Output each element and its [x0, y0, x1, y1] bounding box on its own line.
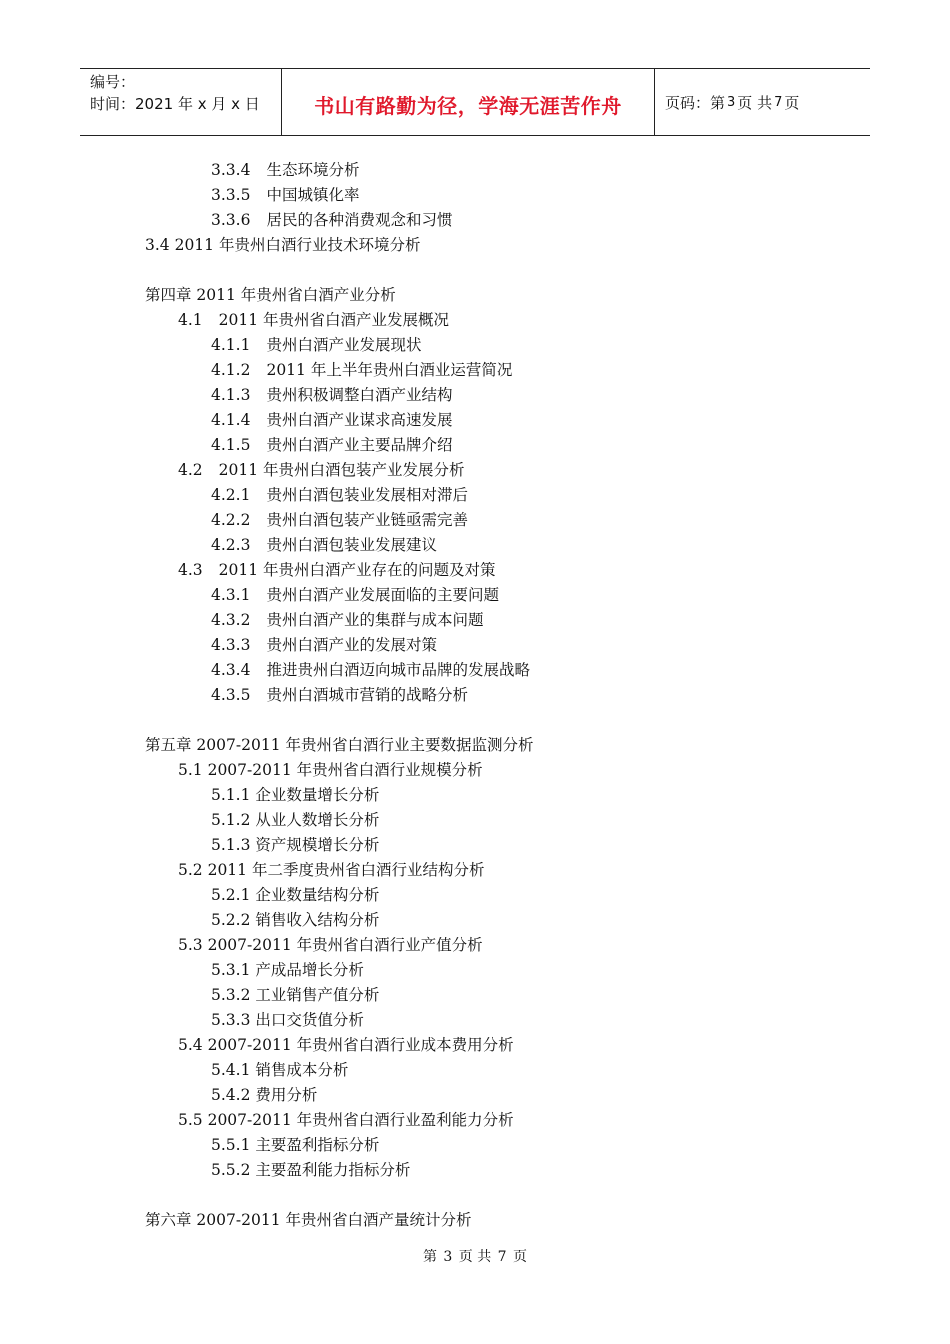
- toc-spacer: [0, 708, 950, 733]
- toc-entry: [0, 908, 950, 933]
- toc-entry-text: 5.1 2007-2011 年贵州省白酒行业规模分析: [178, 761, 483, 779]
- toc-entry-text: 5.2.2 销售收入结构分析: [211, 911, 380, 929]
- toc-entry-number: 3.3.5: [211, 186, 251, 204]
- toc-entry-text: 第四章 2011 年贵州省白酒产业分析: [145, 286, 396, 304]
- header-motto-cell: [282, 69, 655, 135]
- toc-entry: [0, 1033, 950, 1058]
- toc-entry: [0, 858, 950, 883]
- toc-entry: [0, 458, 950, 483]
- page-current: 3: [727, 94, 736, 110]
- toc-entry: [0, 433, 950, 458]
- toc-entry-number: 4.1.2: [211, 361, 251, 379]
- toc-entry: [0, 1058, 950, 1083]
- toc-entry-text: 5.4 2007-2011 年贵州省白酒行业成本费用分析: [178, 1036, 514, 1054]
- toc-entry-text: 贵州白酒产业的发展对策: [266, 636, 437, 654]
- toc-entry-text: 5.4.2 费用分析: [211, 1086, 318, 1104]
- toc-entry-text: 贵州白酒产业主要品牌介绍: [266, 436, 453, 454]
- toc-entry: [0, 408, 950, 433]
- footer-current: 3: [443, 1249, 453, 1265]
- footer-mid: 页 共: [458, 1249, 492, 1265]
- toc-entry-number: 4.2.3: [211, 536, 251, 554]
- toc-entry: [0, 483, 950, 508]
- toc-entry: [0, 383, 950, 408]
- toc-entry-text: 2011 年贵州白酒产业存在的问题及对策: [218, 561, 496, 579]
- page-prefix: 页码：第: [665, 93, 726, 112]
- toc-entry-text: 贵州白酒包装业发展建议: [266, 536, 437, 554]
- toc-entry-text: 贵州积极调整白酒产业结构: [266, 386, 453, 404]
- toc-entry-number: 4.2: [178, 461, 203, 479]
- toc-entry-number: 4.3.1: [211, 586, 251, 604]
- toc-entry-text: 贵州白酒城市营销的战略分析: [266, 686, 468, 704]
- toc-entry-text: 5.3.2 工业销售产值分析: [211, 986, 380, 1004]
- toc-entry: [0, 233, 950, 258]
- toc-entry: [0, 983, 950, 1008]
- toc-entry-number: 3.3.6: [211, 211, 251, 229]
- toc-entry: [0, 358, 950, 383]
- toc-entry: [0, 583, 950, 608]
- page-total: 7: [774, 94, 783, 110]
- toc-entry-number: 4.3.2: [211, 611, 251, 629]
- toc-entry-text: 生态环境分析: [266, 161, 360, 179]
- toc-entry-number: 4.2.2: [211, 511, 251, 529]
- toc-entry-text: 第五章 2007-2011 年贵州省白酒行业主要数据监测分析: [145, 736, 534, 754]
- page-suffix: 页: [784, 93, 800, 112]
- toc-entry-number: 4.3.4: [211, 661, 251, 679]
- toc-entry-text: 2011 年上半年贵州白酒业运营简况: [266, 361, 513, 379]
- toc-entry-text: 5.5.1 主要盈利指标分析: [211, 1136, 380, 1154]
- header-meta: [80, 69, 282, 135]
- toc-entry: [0, 683, 950, 708]
- document-date-label: 时间：2021 年 x 月 x 日: [90, 95, 260, 113]
- toc-entry-number: 4.1.4: [211, 411, 251, 429]
- document-number-label: 编号：: [90, 73, 136, 91]
- toc-entry: [0, 1008, 950, 1033]
- toc-entry-text: 贵州白酒产业发展面临的主要问题: [266, 586, 499, 604]
- toc-entry-number: 4.3: [178, 561, 203, 579]
- toc-entry: [0, 808, 950, 833]
- toc-entry-number: 4.3.5: [211, 686, 251, 704]
- toc-entry: [0, 883, 950, 908]
- toc-entry-text: 3.4 2011 年贵州白酒行业技术环境分析: [145, 236, 421, 254]
- page-header: [80, 68, 870, 136]
- toc-entry-text: 5.1.3 资产规模增长分析: [211, 836, 380, 854]
- toc-entry: [0, 783, 950, 808]
- toc-entry-text: 5.3.3 出口交货值分析: [211, 1011, 364, 1029]
- footer-prefix: 第: [422, 1249, 437, 1265]
- toc-entry: [0, 308, 950, 333]
- toc-entry: [0, 733, 950, 758]
- toc-entry: [0, 283, 950, 308]
- toc-entry-text: 5.1.2 从业人数增长分析: [211, 811, 380, 829]
- toc-entry: [0, 933, 950, 958]
- page-footer: [0, 1246, 950, 1266]
- toc-entry: [0, 658, 950, 683]
- toc-entry-text: 贵州白酒产业发展现状: [266, 336, 422, 354]
- header-motto: 书山有路勤为径，学海无涯苦作舟: [314, 93, 622, 118]
- toc-entry: [0, 183, 950, 208]
- toc-entry: [0, 558, 950, 583]
- toc-entry-text: 5.5 2007-2011 年贵州省白酒行业盈利能力分析: [178, 1111, 514, 1129]
- toc-entry: [0, 958, 950, 983]
- toc-entry-text: 5.1.1 企业数量增长分析: [211, 786, 380, 804]
- toc-entry: [0, 1133, 950, 1158]
- toc-spacer: [0, 1183, 950, 1208]
- toc-entry: [0, 1158, 950, 1183]
- header-page-info: [655, 69, 870, 135]
- toc-entry-text: 居民的各种消费观念和习惯: [266, 211, 453, 229]
- footer-total: 7: [497, 1249, 507, 1265]
- toc-entry: [0, 158, 950, 183]
- toc-entry-number: 4.1.5: [211, 436, 251, 454]
- table-of-contents: [0, 158, 950, 1233]
- toc-entry-text: 5.3.1 产成品增长分析: [211, 961, 364, 979]
- toc-entry-number: 4.1.1: [211, 336, 251, 354]
- toc-entry: [0, 1083, 950, 1108]
- toc-entry: [0, 833, 950, 858]
- toc-entry-text: 贵州白酒产业谋求高速发展: [266, 411, 453, 429]
- page-mid: 页 共: [737, 93, 773, 112]
- toc-entry-text: 5.2 2011 年二季度贵州省白酒行业结构分析: [178, 861, 485, 879]
- toc-entry: [0, 533, 950, 558]
- toc-entry: [0, 608, 950, 633]
- toc-spacer: [0, 258, 950, 283]
- toc-entry: [0, 758, 950, 783]
- toc-entry: [0, 333, 950, 358]
- toc-entry-text: 2011 年贵州白酒包装产业发展分析: [218, 461, 465, 479]
- toc-entry-text: 2011 年贵州省白酒产业发展概况: [218, 311, 450, 329]
- toc-entry-number: 4.1: [178, 311, 203, 329]
- toc-entry-number: 3.3.4: [211, 161, 251, 179]
- toc-entry: [0, 208, 950, 233]
- footer-suffix: 页: [513, 1249, 528, 1265]
- toc-entry-text: 5.3 2007-2011 年贵州省白酒行业产值分析: [178, 936, 483, 954]
- toc-entry-text: 5.5.2 主要盈利能力指标分析: [211, 1161, 411, 1179]
- toc-entry: [0, 1208, 950, 1233]
- toc-entry: [0, 508, 950, 533]
- toc-entry-number: 4.2.1: [211, 486, 251, 504]
- toc-entry-text: 5.2.1 企业数量结构分析: [211, 886, 380, 904]
- toc-entry-text: 贵州白酒产业的集群与成本问题: [266, 611, 484, 629]
- toc-entry-text: 第六章 2007-2011 年贵州省白酒产量统计分析: [145, 1211, 472, 1229]
- toc-entry-text: 推进贵州白酒迈向城市品牌的发展战略: [266, 661, 530, 679]
- toc-entry-text: 贵州白酒包装产业链亟需完善: [266, 511, 468, 529]
- toc-entry: [0, 1108, 950, 1133]
- toc-entry-number: 4.3.3: [211, 636, 251, 654]
- toc-entry-number: 4.1.3: [211, 386, 251, 404]
- toc-entry-text: 中国城镇化率: [266, 186, 360, 204]
- toc-entry-text: 贵州白酒包装业发展相对滞后: [266, 486, 468, 504]
- toc-entry-text: 5.4.1 销售成本分析: [211, 1061, 349, 1079]
- toc-entry: [0, 633, 950, 658]
